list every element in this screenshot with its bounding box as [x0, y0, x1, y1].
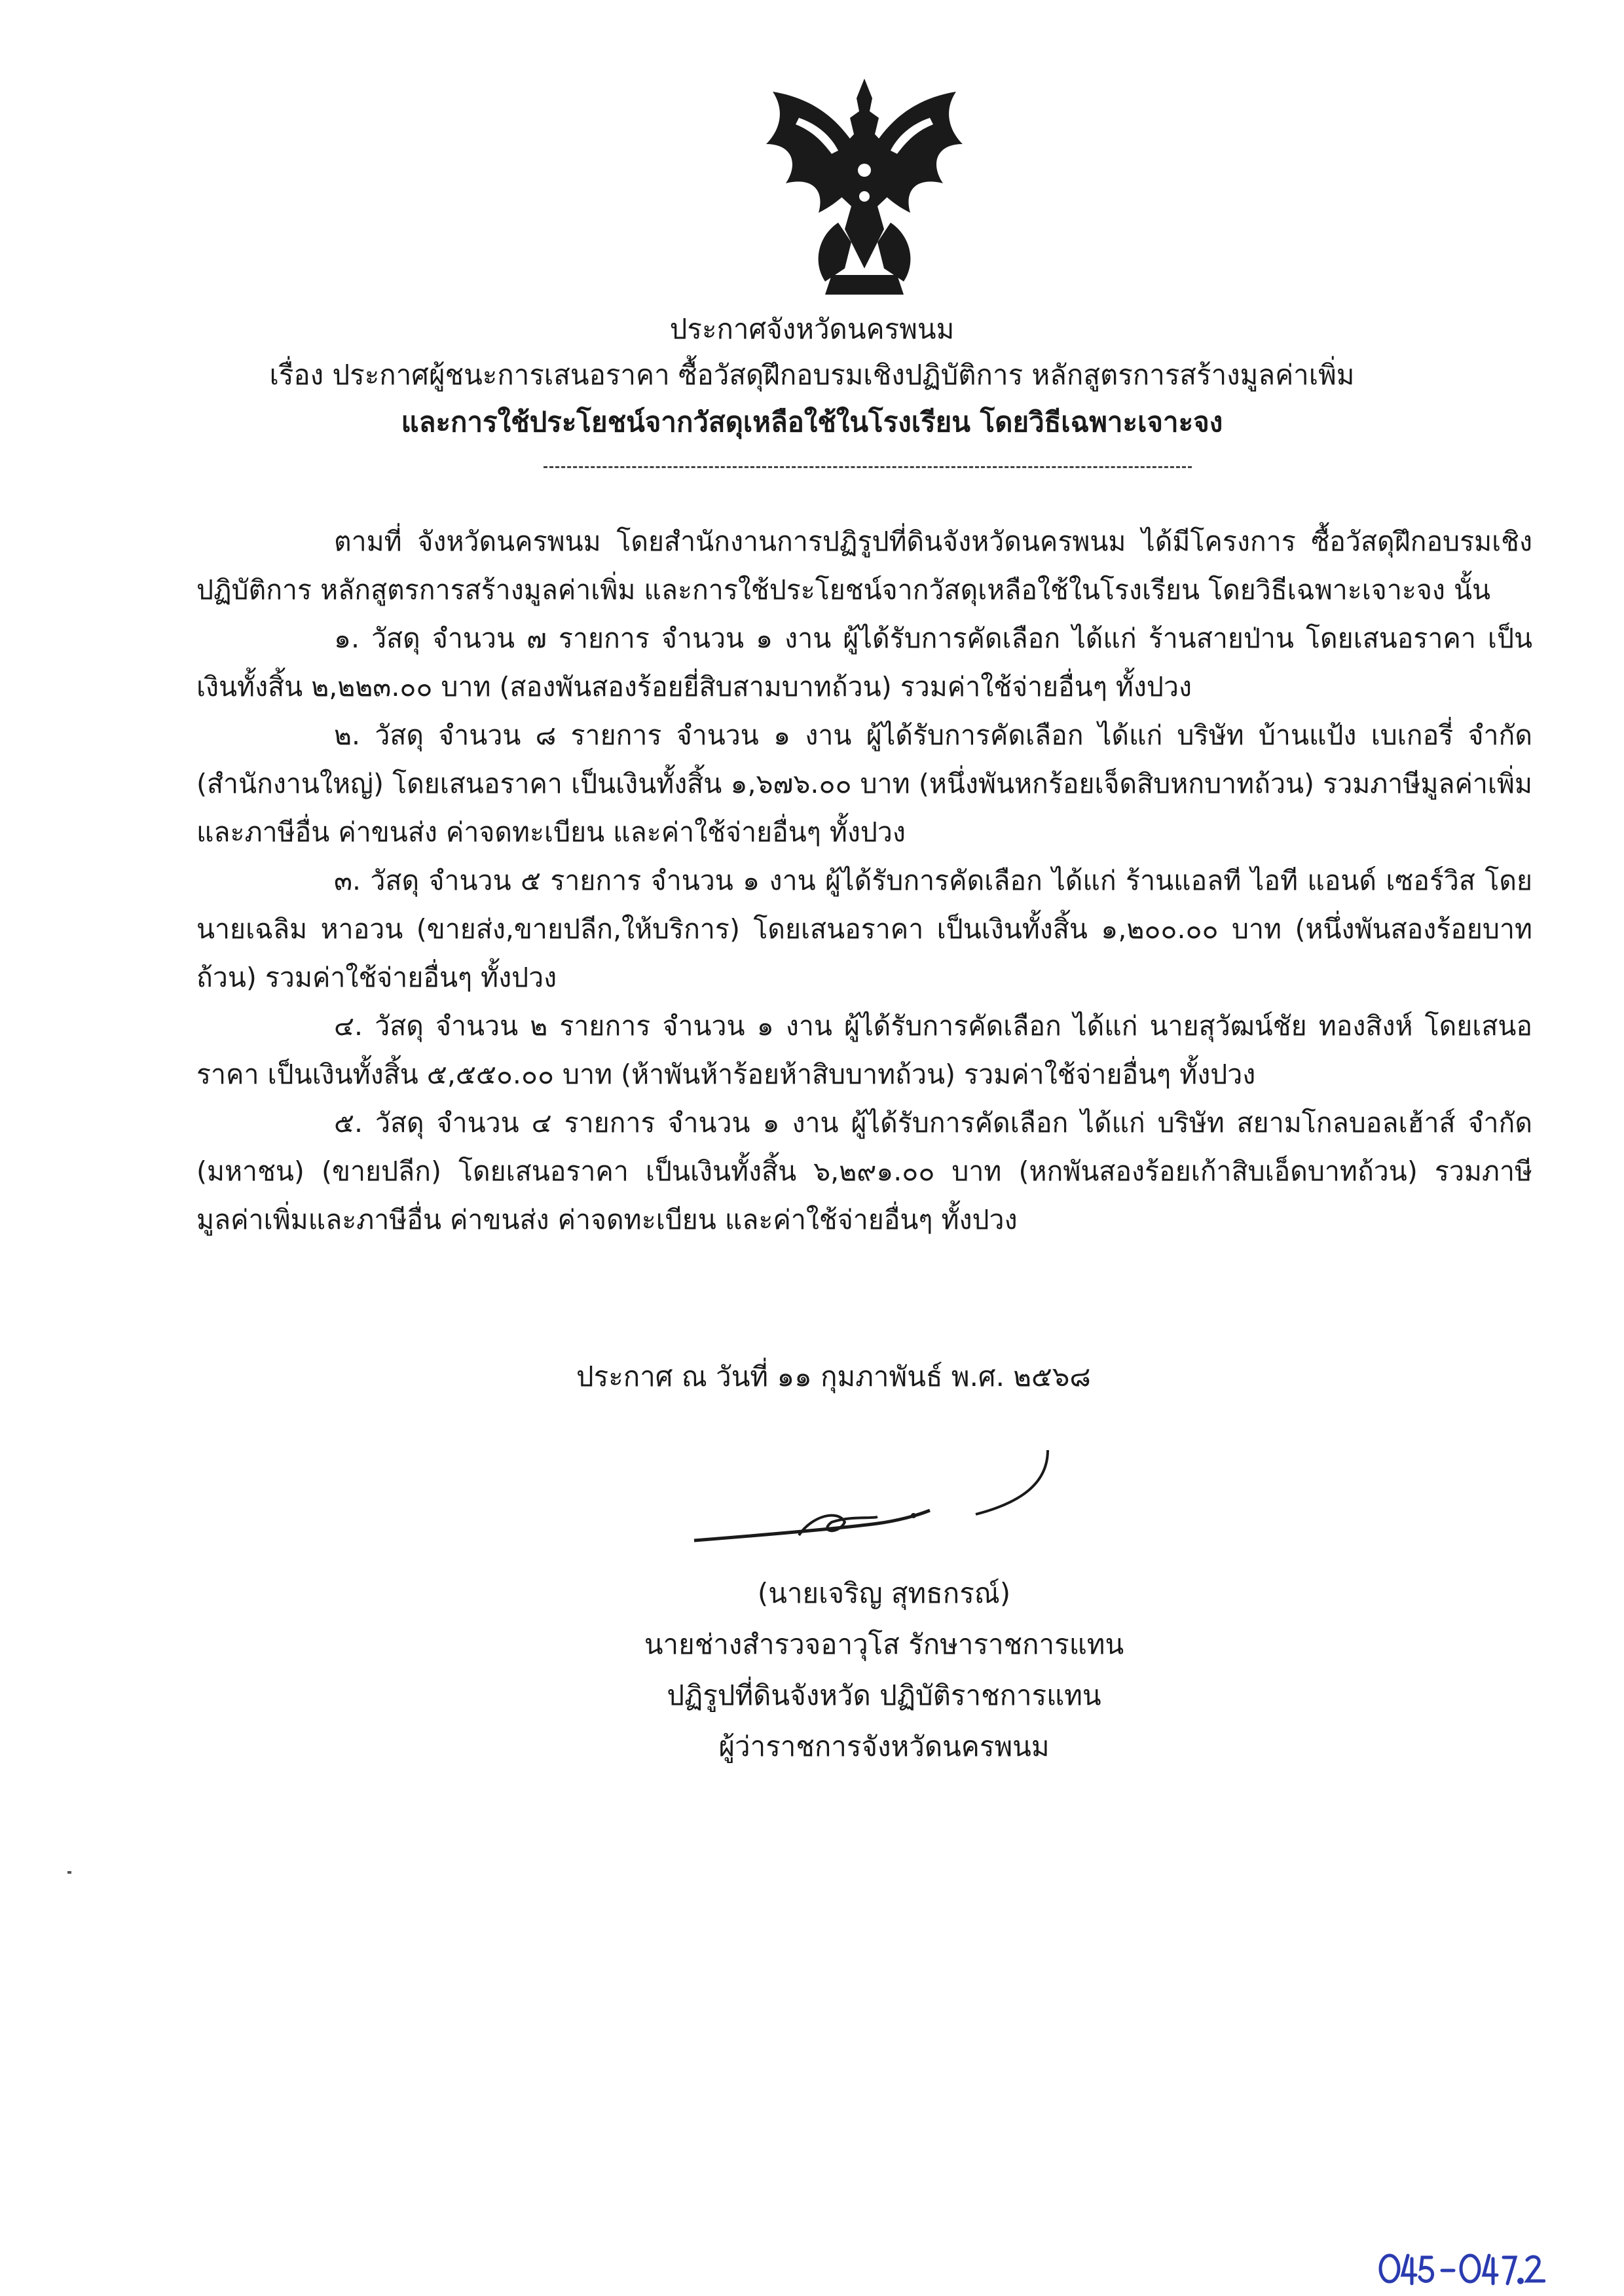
award-item-2: ๒. วัสดุ จำนวน ๘ รายการ จำนวน ๑ งาน ผู้ได้รับการคัดเลือก ได้แก่ บริษัท บ้านแป้ง เบเกอรี่ จำกัด (สำนักงานใหญ่) โดยเสนอราคา เป็นเงินทั้งสิ้น ๑,๖๗๖.๐๐ บาท (หนึ่งพันหกร้อยเจ็ดสิบหกบาทถ้วน) รวมภาษีมูลค่าเพิ่มและภาษีอื่น ค่าขนส่ง ค่าจดทะเบียน และค่าใช้จ่ายอื่นๆ ทั้งปวง: [196, 720, 1532, 848]
signer-block: [589, 1568, 1179, 1772]
signer-position-1: นายช่างสำรวจอาวุโส รักษาราชการแทน: [644, 1628, 1124, 1660]
intro-paragraph: ตามที่ จังหวัดนครพนม โดยสำนักงานการปฏิรูปที่ดินจังหวัดนครพนม ได้มีโครงการ ซื้อวัสดุฝึกอบรมเชิงปฏิบัติการ หลักสูตรการสร้างมูลค่าเพิ่ม และการใช้ประโยชน์จากวัสดุเหลือใช้ในโรงเรียน โดยวิธีเฉพาะเจาะจง นั้น: [196, 526, 1532, 606]
announcement-date: ประกาศ ณ วันที่ ๑๑ กุมภาพันธ์ พ.ศ. ๒๕๖๘: [576, 1360, 1091, 1393]
signer-name: (นายเจริญ สุทธกรณ์): [757, 1577, 1011, 1609]
award-item-3: ๓. วัสดุ จำนวน ๕ รายการ จำนวน ๑ งาน ผู้ได้รับการคัดเลือก ได้แก่ ร้านแอลที ไอที แอนด์ เซอร์วิส โดยนายเฉลิม หาอวน (ขายส่ง,ขายปลีก,ให้บริการ) โดยเสนอราคา เป็นเงินทั้งสิ้น ๑,๒๐๐.๐๐ บาท (หนึ่งพันสองร้อยบาทถ้วน) รวมค่าใช้จ่ายอื่นๆ ทั้งปวง: [196, 865, 1532, 993]
subject-line-2: และการใช้ประโยชน์จากวัสดุเหลือใช้ในโรงเรียน โดยวิธีเฉพาะเจาะจง: [401, 406, 1223, 438]
award-item-4: ๔. วัสดุ จำนวน ๒ รายการ จำนวน ๑ งาน ผู้ได้รับการคัดเลือก ได้แก่ นายสุวัฒน์ชัย ทองสิงห์ โดยเสนอราคา เป็นเงินทั้งสิ้น ๕,๕๕๐.๐๐ บาท (ห้าพันห้าร้อยห้าสิบบาทถ้วน) รวมค่าใช้จ่ายอื่นๆ ทั้งปวง: [196, 1010, 1532, 1090]
handwritten-signature-icon: [681, 1437, 1061, 1561]
subject-line-1: เรื่อง ประกาศผู้ชนะการเสนอราคา ซื้อวัสดุฝึกอบรมเชิงปฏิบัติการ หลักสูตรการสร้างมูลค่าเพิ่ม: [269, 359, 1355, 391]
handwritten-page-note-icon: [1375, 2239, 1545, 2291]
scan-speck: [67, 1871, 71, 1874]
signer-position-2: ปฏิรูปที่ดินจังหวัด ปฏิบัติราชการแทน: [667, 1679, 1101, 1711]
award-item-1: ๑. วัสดุ จำนวน ๗ รายการ จำนวน ๑ งาน ผู้ได้รับการคัดเลือก ได้แก่ ร้านสายป่าน โดยเสนอราคา เป็นเงินทั้งสิ้น ๒,๒๒๓.๐๐ บาท (สองพันสองร้อยยี่สิบสามบาทถ้วน) รวมค่าใช้จ่ายอื่นๆ ทั้งปวง: [196, 623, 1532, 702]
garuda-emblem-icon: [760, 72, 969, 301]
announcement-title: ประกาศจังหวัดนครพนม: [669, 313, 955, 345]
header-divider: [544, 466, 1192, 468]
signer-position-3: ผู้ว่าราชการจังหวัดนครพนม: [718, 1730, 1050, 1762]
award-item-5: ๕. วัสดุ จำนวน ๔ รายการ จำนวน ๑ งาน ผู้ได้รับการคัดเลือก ได้แก่ บริษัท สยามโกลบอลเฮ้าส์ จำกัด (มหาชน) (ขายปลีก) โดยเสนอราคา เป็นเงินทั้งสิ้น ๖,๒๙๑.๐๐ บาท (หกพันสองร้อยเก้าสิบเอ็ดบาทถ้วน) รวมภาษีมูลค่าเพิ่มและภาษีอื่น ค่าขนส่ง ค่าจดทะเบียน และค่าใช้จ่ายอื่นๆ ทั้งปวง: [196, 1107, 1532, 1235]
announcement-body: [196, 517, 1532, 1244]
